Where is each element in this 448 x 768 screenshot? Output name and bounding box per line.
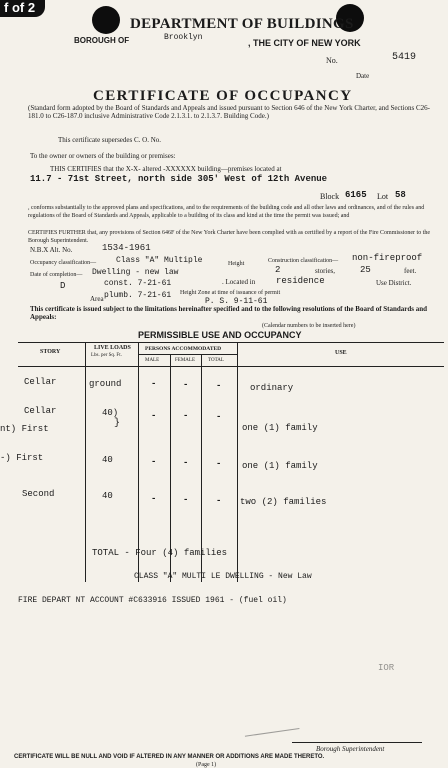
feet-value: 25 bbox=[360, 265, 371, 275]
construction-value: non-fireproof bbox=[352, 253, 423, 263]
row-story: Cellar bbox=[24, 377, 57, 387]
use-district-label: Use District. bbox=[376, 279, 412, 287]
occupancy-value: Class "A" Multiple bbox=[116, 256, 203, 265]
certifies-further-paragraph: CERTIFIES FURTHER that, any provisions of Section 646F of the New York Charter have been complied with as certified by a report of the Fire Commissioner to the Borough Superintendent. bbox=[28, 230, 431, 244]
permissible-use-title: PERMISSIBLE USE AND OCCUPANCY bbox=[138, 330, 302, 340]
column-divider-story bbox=[85, 342, 86, 582]
row-female: - bbox=[183, 495, 189, 505]
certificate-no-value: 5419 bbox=[392, 52, 417, 63]
city-name: , THE CITY OF NEW YORK bbox=[248, 38, 361, 48]
supersedes-line: This certificate supersedes C. O. No. bbox=[58, 136, 162, 144]
certificate-no-label: No. bbox=[326, 56, 338, 65]
certifies-line: THIS CERTIFIES that the X-X- altered -XXXXXX building—premises located at bbox=[50, 165, 282, 173]
row-male: - bbox=[151, 457, 157, 467]
row-story: Second bbox=[22, 489, 55, 499]
subject-statement: This certificate is issued subject to the limitations hereinafter specified and to the following resolutions of the Board of Standards and Appeals: bbox=[30, 305, 428, 321]
row-female: - bbox=[183, 380, 189, 390]
live-loads-subheader: Lbs. per Sq. Ft. bbox=[91, 353, 122, 358]
male-header: MALE bbox=[145, 358, 160, 363]
signature-rule bbox=[292, 742, 422, 743]
story-header: STORY bbox=[40, 349, 61, 355]
dwelling-value: Dwelling - new law bbox=[92, 268, 179, 277]
row-load: 40 bbox=[102, 491, 113, 501]
lot-label: Lot bbox=[377, 192, 389, 201]
table-header-rule bbox=[18, 366, 444, 367]
premises-address: 11.7 - 71st Street, north side 305' West of 12th Avenue bbox=[30, 174, 328, 184]
standard-form-note: (Standard form adopted by the Board of Standards and Appeals and issued pursuant to Section 646 of the New York Charter, and Sections C26-181.0 to C26-187.0 inclusive Administrative Code 2.1.3.1. to 2.1.3.7. Building Code.) bbox=[28, 104, 430, 120]
block-value: 6165 bbox=[345, 190, 367, 200]
row-story: Cellar bbox=[24, 406, 57, 416]
live-loads-header: LIVE LOADS bbox=[94, 345, 131, 351]
table-top-rule bbox=[18, 342, 444, 343]
stories-label: stories, bbox=[315, 267, 336, 275]
row-male: - bbox=[151, 379, 157, 389]
completion-value: const. 7-21-61 bbox=[104, 279, 172, 288]
female-header: FEMALE bbox=[175, 358, 195, 363]
row-load: } bbox=[114, 418, 121, 429]
plumb-value: plumb. 7-21-61 bbox=[104, 291, 172, 300]
fire-department-line: FIRE DEPART NT ACCOUNT #C633916 ISSUED 1961 - (fuel oil) bbox=[18, 596, 287, 605]
occupancy-label: Occupancy classification— bbox=[30, 260, 97, 266]
row-female: - bbox=[183, 411, 189, 421]
row-load: ground bbox=[89, 379, 122, 389]
faded-mark: IOR bbox=[378, 663, 395, 673]
row-load: 40) bbox=[102, 408, 119, 418]
conforms-paragraph: , conforms substantially to the approved plans and specifications, and to the requirements of the building code and all other laws and ordinances, and of the rules and regulations of the Board of Standards and Appeals, applicable to a building of its class and kind at the time the permit was issued; and bbox=[28, 205, 425, 219]
date-label: Date bbox=[356, 72, 370, 80]
row-use: one (1) family bbox=[242, 423, 318, 433]
to-owner-line: To the owner or owners of the building or premises: bbox=[30, 152, 176, 160]
column-divider-persons bbox=[237, 342, 238, 582]
persons-header: PERSONS ACCOMMODATED bbox=[145, 346, 222, 352]
nb-alt-label: N.B.X Alt. No. bbox=[30, 246, 73, 254]
class-dwelling-line: CLASS "A" MULTI LE DWELLING - New Law bbox=[134, 572, 312, 581]
punch-hole-left bbox=[92, 6, 120, 34]
page-indicator: f of 2 bbox=[0, 0, 45, 17]
completion-label: Date of completion— bbox=[30, 272, 83, 278]
stories-value: 2 bbox=[275, 265, 281, 275]
total-header: TOTAL bbox=[208, 358, 224, 363]
nb-alt-value: 1534-1961 bbox=[102, 243, 151, 253]
borough-superintendent-label: Borough Superintendent bbox=[316, 745, 385, 753]
lot-value: 58 bbox=[395, 190, 406, 200]
block-label: Block bbox=[320, 192, 340, 201]
column-divider-loads bbox=[138, 342, 139, 582]
row-total: - bbox=[216, 381, 222, 391]
row-female: - bbox=[183, 458, 189, 468]
row-total: - bbox=[216, 412, 222, 422]
d-value: D bbox=[60, 281, 66, 291]
height-label: Height bbox=[228, 261, 245, 267]
located-value: residence bbox=[276, 276, 325, 286]
construction-label: Construction classification— bbox=[268, 258, 339, 264]
ps-value: P. S. 9-11-61 bbox=[205, 297, 268, 306]
area-label: Area bbox=[90, 295, 104, 303]
height-zone-label: Height Zone at time of issuance of permit bbox=[180, 290, 281, 296]
certificate-title: CERTIFICATE OF OCCUPANCY bbox=[93, 88, 353, 104]
calendar-note: (Calendar numbers to be inserted here) bbox=[262, 323, 356, 329]
row-total: - bbox=[216, 496, 222, 506]
feet-label: feet. bbox=[404, 267, 417, 275]
row-load: 40 bbox=[102, 455, 113, 465]
row-use: one (1) family bbox=[242, 461, 318, 471]
row-male: - bbox=[151, 494, 157, 504]
persons-subheader-rule bbox=[138, 354, 237, 355]
total-families-line: TOTAL - Four (4) families bbox=[92, 548, 228, 558]
row-story: nt) First bbox=[0, 424, 49, 434]
signature-mark bbox=[242, 704, 300, 736]
borough-label: BOROUGH OF bbox=[74, 36, 130, 45]
row-use: ordinary bbox=[250, 383, 294, 393]
row-total: - bbox=[216, 459, 222, 469]
borough-value: Brooklyn bbox=[164, 33, 203, 42]
use-header: USE bbox=[335, 350, 347, 356]
null-void-warning: CERTIFICATE WILL BE NULL AND VOID IF ALTERED IN ANY MANNER OR ADDITIONS ARE MADE THERETO. bbox=[14, 754, 325, 760]
page-number: (Page 1) bbox=[196, 762, 217, 768]
located-label: . Located in bbox=[222, 278, 256, 286]
department-heading: DEPARTMENT OF BUILDINGS bbox=[130, 16, 354, 32]
row-use: two (2) families bbox=[240, 497, 327, 507]
row-male: - bbox=[151, 411, 157, 421]
row-story: -) First bbox=[0, 453, 44, 463]
